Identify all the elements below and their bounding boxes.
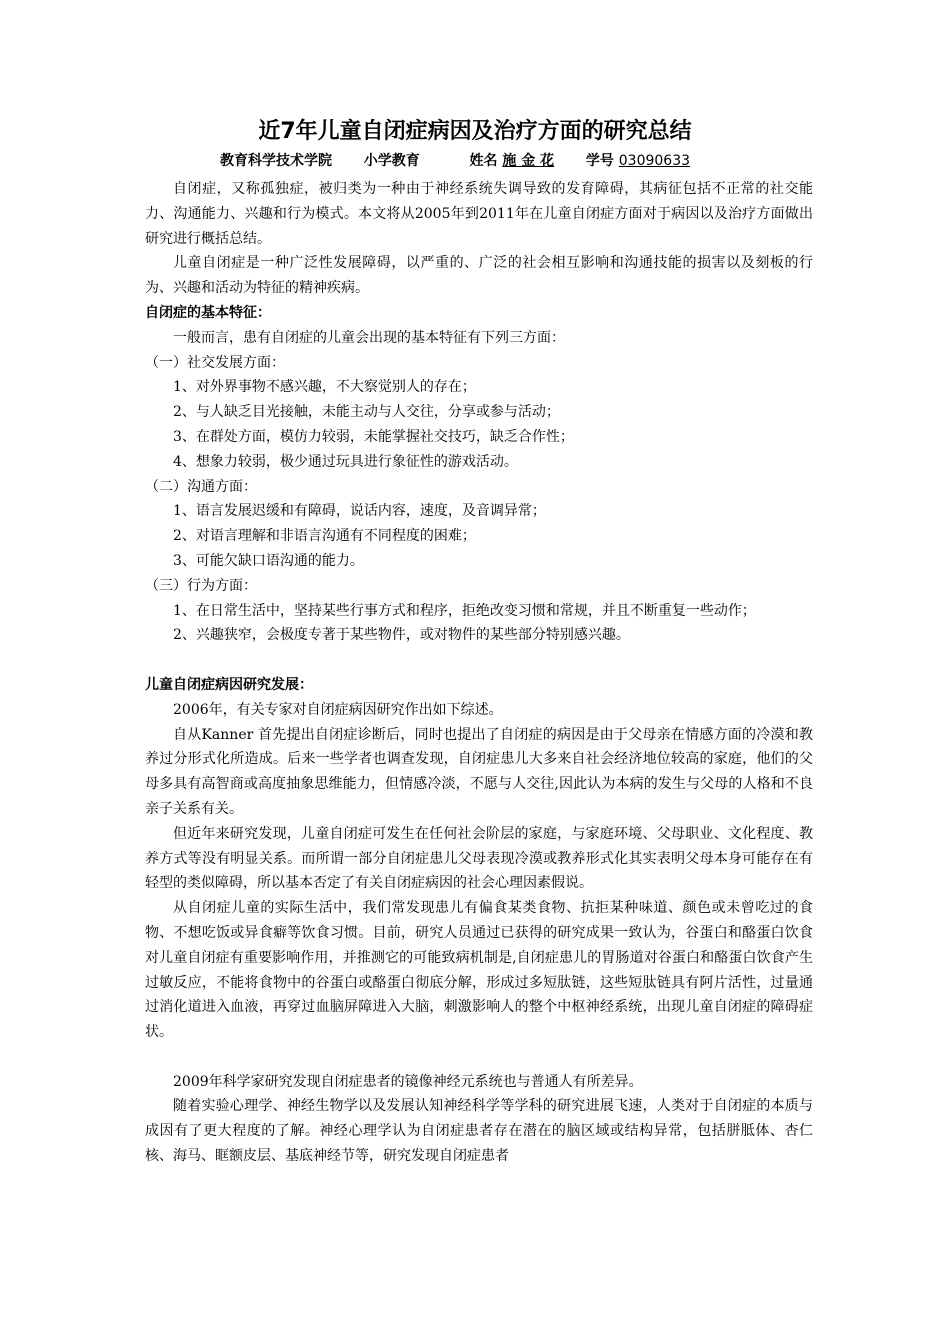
intro-paragraph: 自闭症，又称孤独症，被归类为一种由于神经系统失调导致的发育障碍，其病征包括不正常的社交能力、沟通能力、兴趣和行为模式。本文将从2005年到2011年在儿童自闭症方面对于病因以及治疗方面做出研究进行概括总结。 <box>145 181 813 247</box>
list-item: 3、可能欠缺口语沟通的能力。 <box>173 552 364 569</box>
college: 教育科学技术学院 <box>220 153 332 169</box>
author-byline <box>220 150 690 172</box>
document-body <box>145 177 813 1169</box>
student-id: 03090633 <box>618 153 691 169</box>
spacer <box>145 1045 813 1070</box>
list-item: 2、对语言理解和非语言沟通有不同程度的困难； <box>173 528 476 545</box>
list-item: 2、与人缺乏目光接触，未能主动与人交往，分享或参与活动； <box>173 404 560 421</box>
list-item: 2、兴趣狭窄，会极度专著于某些物件，或对物件的某些部分特别感兴趣。 <box>173 627 630 644</box>
name-label: 姓名 <box>469 153 498 169</box>
list-item: 1、在日常生活中，坚持某些行事方式和程序，拒绝改变习惯和常规，并且不断重复一些动作； <box>173 602 756 619</box>
list-item: 1、对外界事物不感兴趣，不大察觉别人的存在； <box>173 379 476 396</box>
spacer <box>145 648 813 673</box>
subsection-title: （二）沟通方面： <box>145 478 257 495</box>
section-heading: 自闭症的基本特征： <box>145 304 271 321</box>
list-item: 4、想象力较弱，极少通过玩具进行象征性的游戏活动。 <box>173 453 518 470</box>
student-name: 施 金 花 <box>502 153 555 169</box>
body-paragraph: 2006年，有关专家对自闭症病因研究作出如下综述。 <box>173 701 503 718</box>
major: 小学教育 <box>363 153 420 169</box>
list-item: 3、在群处方面，模仿力较弱，未能掌握社交技巧，缺乏合作性； <box>173 428 574 445</box>
body-paragraph: 从自闭症儿童的实际生活中，我们常发现患儿有偏食某类食物、抗拒某种味道、颜色或未曾吃过的食物、不想吃饭或异食癖等饮食习惯。目前，研究人员通过已获得的研究成果一致认为，谷蛋白和酪蛋白饮食对儿童自闭症有重要影响作用，并推测它的可能致病机制是,自闭症患儿的胃肠道对谷蛋白和酪蛋白饮食产生过敏反应，不能将食物中的谷蛋白或酪蛋白彻底分解，形成过多短肽链，这些短肽链具有阿片活性，过量通过消化道进入血液，再穿过血脑屏障进入大脑，刺激影响人的整个中枢神经系统，出现儿童自闭症的障碍症状。 <box>145 900 813 1041</box>
section-heading: 儿童自闭症病因研究发展： <box>145 676 313 693</box>
intro-paragraph: 儿童自闭症是一种广泛性发展障碍，以严重的、广泛的社会相互影响和沟通技能的损害以及刻板的行为、兴趣和活动为特征的精神疾病。 <box>145 255 813 297</box>
subsection-title: （三）行为方面： <box>145 577 257 594</box>
document-title: 近7年儿童自闭症病因及治疗方面的研究总结 <box>258 119 692 144</box>
body-paragraph: 自从Kanner 首先提出自闭症诊断后，同时也提出了自闭症的病因是由于父母亲在情感方面的冷漠和教养过分形式化所造成。后来一些学者也调查发现，自闭症患儿大多来自社会经济地位较高的家庭，他们的父母多具有高智商或高度抽象思维能力，但情感冷淡，不愿与人交往,因此认为本病的发生与父母的人格和不良亲子关系有关。 <box>145 726 813 817</box>
id-label: 学号 <box>585 153 614 169</box>
body-paragraph: 2009年科学家研究发现自闭症患者的镜像神经元系统也与普通人有所差异。 <box>173 1073 643 1090</box>
subsection-title: （一）社交发展方面： <box>145 354 285 371</box>
section-lead: 一般而言，患有自闭症的儿童会出现的基本特征有下列三方面： <box>173 329 565 346</box>
body-paragraph: 随着实验心理学、神经生物学以及发展认知神经科学等学科的研究进展飞速，人类对于自闭症的本质与成因有了更大程度的了解。神经心理学认为自闭症患者存在潜在的脑区域或结构异常，包括胼胝体、杏仁核、海马、眶额皮层、基底神经节等，研究发现自闭症患者 <box>145 1098 813 1165</box>
list-item: 1、语言发展迟缓和有障碍，说话内容，速度，及音调异常； <box>173 503 546 520</box>
body-paragraph: 但近年来研究发现，儿童自闭症可发生在任何社会阶层的家庭，与家庭环境、父母职业、文化程度、教养方式等没有明显关系。而所谓一部分自闭症患儿父母表现冷漠或教养形式化其实表明父母本身可能存在有轻型的类似障碍，所以基本否定了有关自闭症病因的社会心理因素假说。 <box>145 825 813 892</box>
